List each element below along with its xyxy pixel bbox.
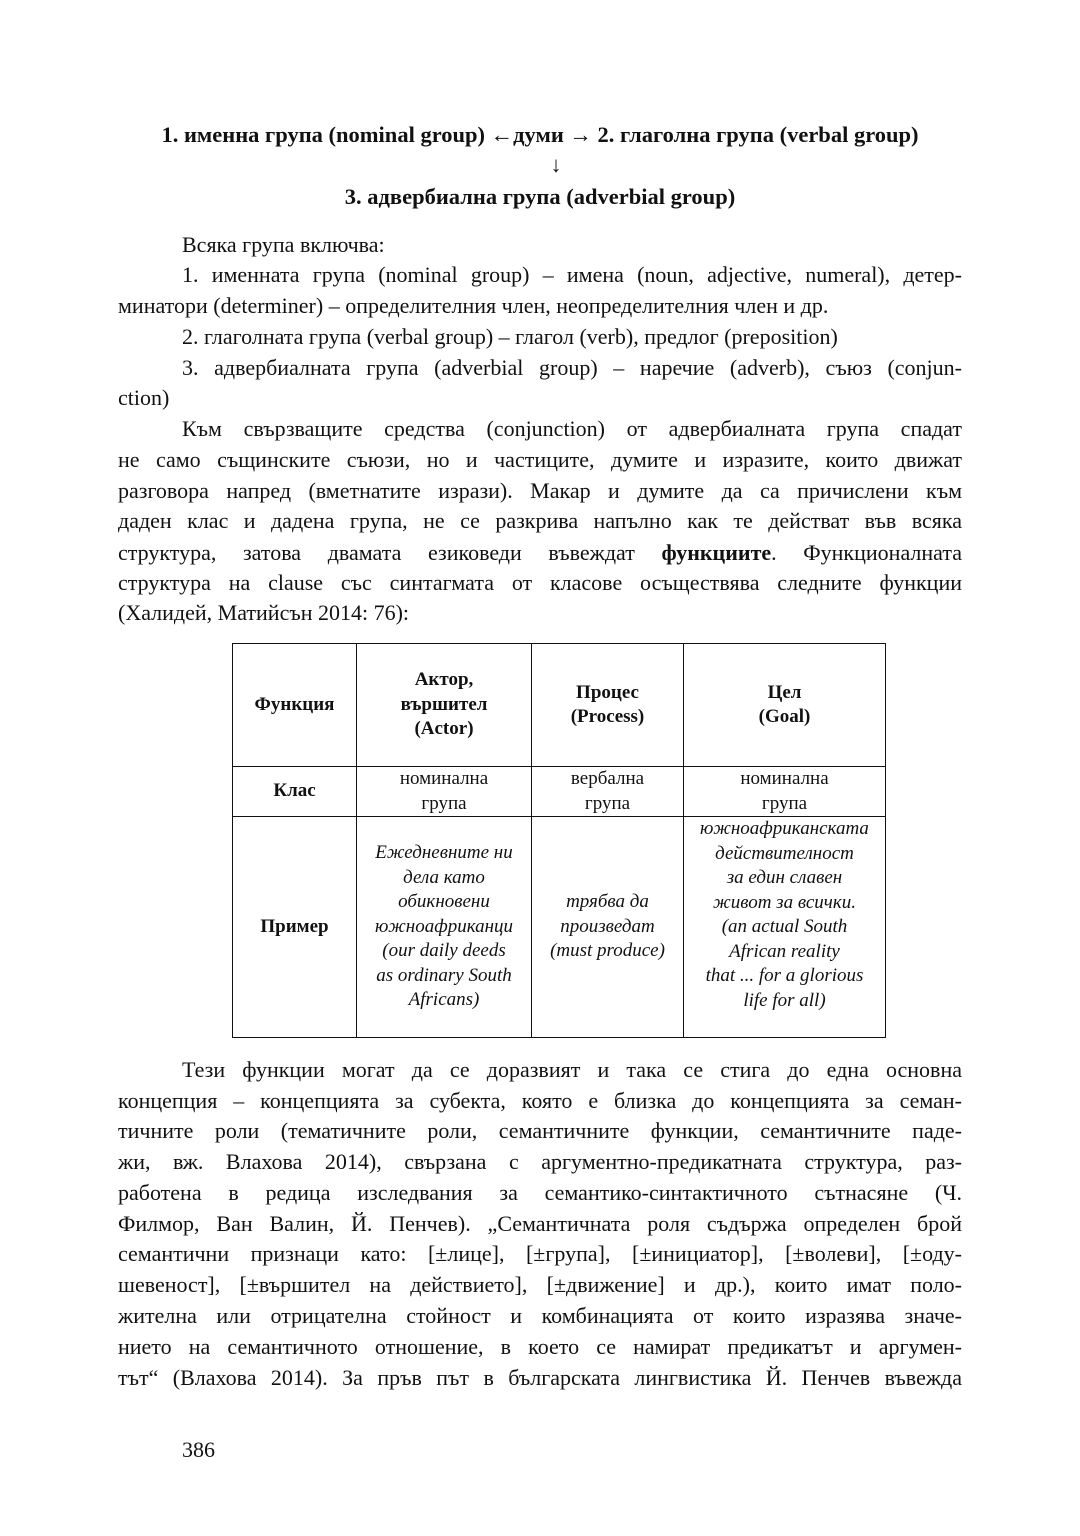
text-line: не само същинските съюзи, но и частиците, думите и изразите, които движат bbox=[118, 447, 962, 472]
text-line: Към свързващите средства (conjunction) от адвербиалната група спадат bbox=[182, 416, 962, 441]
text-line: ction) bbox=[118, 385, 170, 410]
down-arrow-icon: ↓ bbox=[550, 152, 562, 177]
text-line: Тези функции могат да се доразвият и така се стига до една основна bbox=[182, 1057, 962, 1082]
text-line: разговора напред (вметнатите изрази). Макар и думите да са причислени към bbox=[118, 478, 962, 503]
table-cell: Функция bbox=[233, 644, 357, 767]
table-cell: южноафриканската действителност за един славен живот за всички. (an actual South African reality that ... for a glorious life for all) bbox=[684, 817, 886, 1038]
table-cell: Клас bbox=[233, 767, 357, 817]
text-segment: структура, затова двамата езиковеди въвеждат bbox=[118, 540, 635, 565]
text-line: Филмор, Ван Валин, Й. Пенчев). „Семантичната роля съдържа определен брой bbox=[118, 1211, 962, 1236]
table-cell: номинална група bbox=[357, 767, 532, 817]
text-line: шевеност], [±вършител на действието], [±движение] и др.), които имат поло- bbox=[118, 1272, 962, 1297]
table-cell: вербална група bbox=[532, 767, 684, 817]
text-line: (Халидей, Матийсън 2014: 76): bbox=[118, 600, 410, 625]
text-line: 3. адвербиалната група (adverbial group) – наречие (adverb), съюз (conjun- bbox=[182, 355, 962, 380]
functions-table bbox=[232, 643, 886, 1038]
table-cell: Пример bbox=[233, 817, 357, 1038]
table-cell: Процес (Process) bbox=[532, 644, 684, 767]
heading-line-2: 3. адвербиална група (adverbial group) bbox=[344, 184, 736, 209]
text-line: Всяка група включва: bbox=[182, 232, 385, 257]
text-line: даден клас и дадена група, не се разкрива напълно как те действат във всяка bbox=[118, 508, 962, 533]
text-line: концепция – концепцията за субекта, която е близка до концепцията за семан- bbox=[118, 1088, 962, 1113]
text-line bbox=[118, 538, 962, 568]
text-segment: . Функционалната bbox=[771, 540, 962, 565]
text-line: 2. глаголната група (verbal group) – глагол (verb), предлог (preposition) bbox=[182, 324, 838, 349]
table-cell: трябва да произведат (must produce) bbox=[532, 817, 684, 1038]
text-line: 1. именната група (nominal group) – имена (noun, adjective, numeral), детер- bbox=[182, 262, 962, 287]
table-cell: Актор, вършител (Actor) bbox=[357, 644, 532, 767]
text-line: семантични признаци като: [±лице], [±група], [±инициатор], [±волеви], [±оду- bbox=[118, 1241, 962, 1266]
bold-term: функциите bbox=[661, 540, 772, 565]
text-line: тът“ (Влахова 2014). За пръв път в българската лингвистика Й. Пенчев въвежда bbox=[118, 1365, 962, 1390]
text-line: работена в редица изследвания за семантико-синтактичното сътнасяне (Ч. bbox=[118, 1180, 962, 1205]
text-line: минатори (determiner) – определителния член, неопределителния член и др. bbox=[118, 293, 829, 318]
text-line: тичните роли (тематичните роли, семантичните функции, семантичните паде- bbox=[118, 1118, 962, 1143]
table-cell: номинална група bbox=[684, 767, 886, 817]
table-cell: Цел (Goal) bbox=[684, 644, 886, 767]
heading-line-1: 1. именна група (nominal group) ←думи → 2. глаголна група (verbal group) bbox=[161, 122, 919, 147]
page-number: 386 bbox=[182, 1437, 215, 1462]
table-cell: Ежедневните ни дела като обикновени южноафриканци (our daily deeds as ordinary South Africans) bbox=[357, 817, 532, 1038]
text-line: структура на clause със синтагмата от класове осъществява следните функции bbox=[118, 570, 962, 595]
table-row-example bbox=[233, 817, 886, 1038]
text-line: нието на семантичното отношение, в което се намират предикатът и аргумен- bbox=[118, 1334, 962, 1359]
table-row-class bbox=[233, 767, 886, 817]
text-line: жителна или отрицателна стойност и комбинацията от които изразява значе- bbox=[118, 1303, 962, 1328]
table-header-row bbox=[233, 644, 886, 767]
text-line: жи, вж. Влахова 2014), свързана с аргументно-предикатната структура, раз- bbox=[118, 1149, 962, 1174]
